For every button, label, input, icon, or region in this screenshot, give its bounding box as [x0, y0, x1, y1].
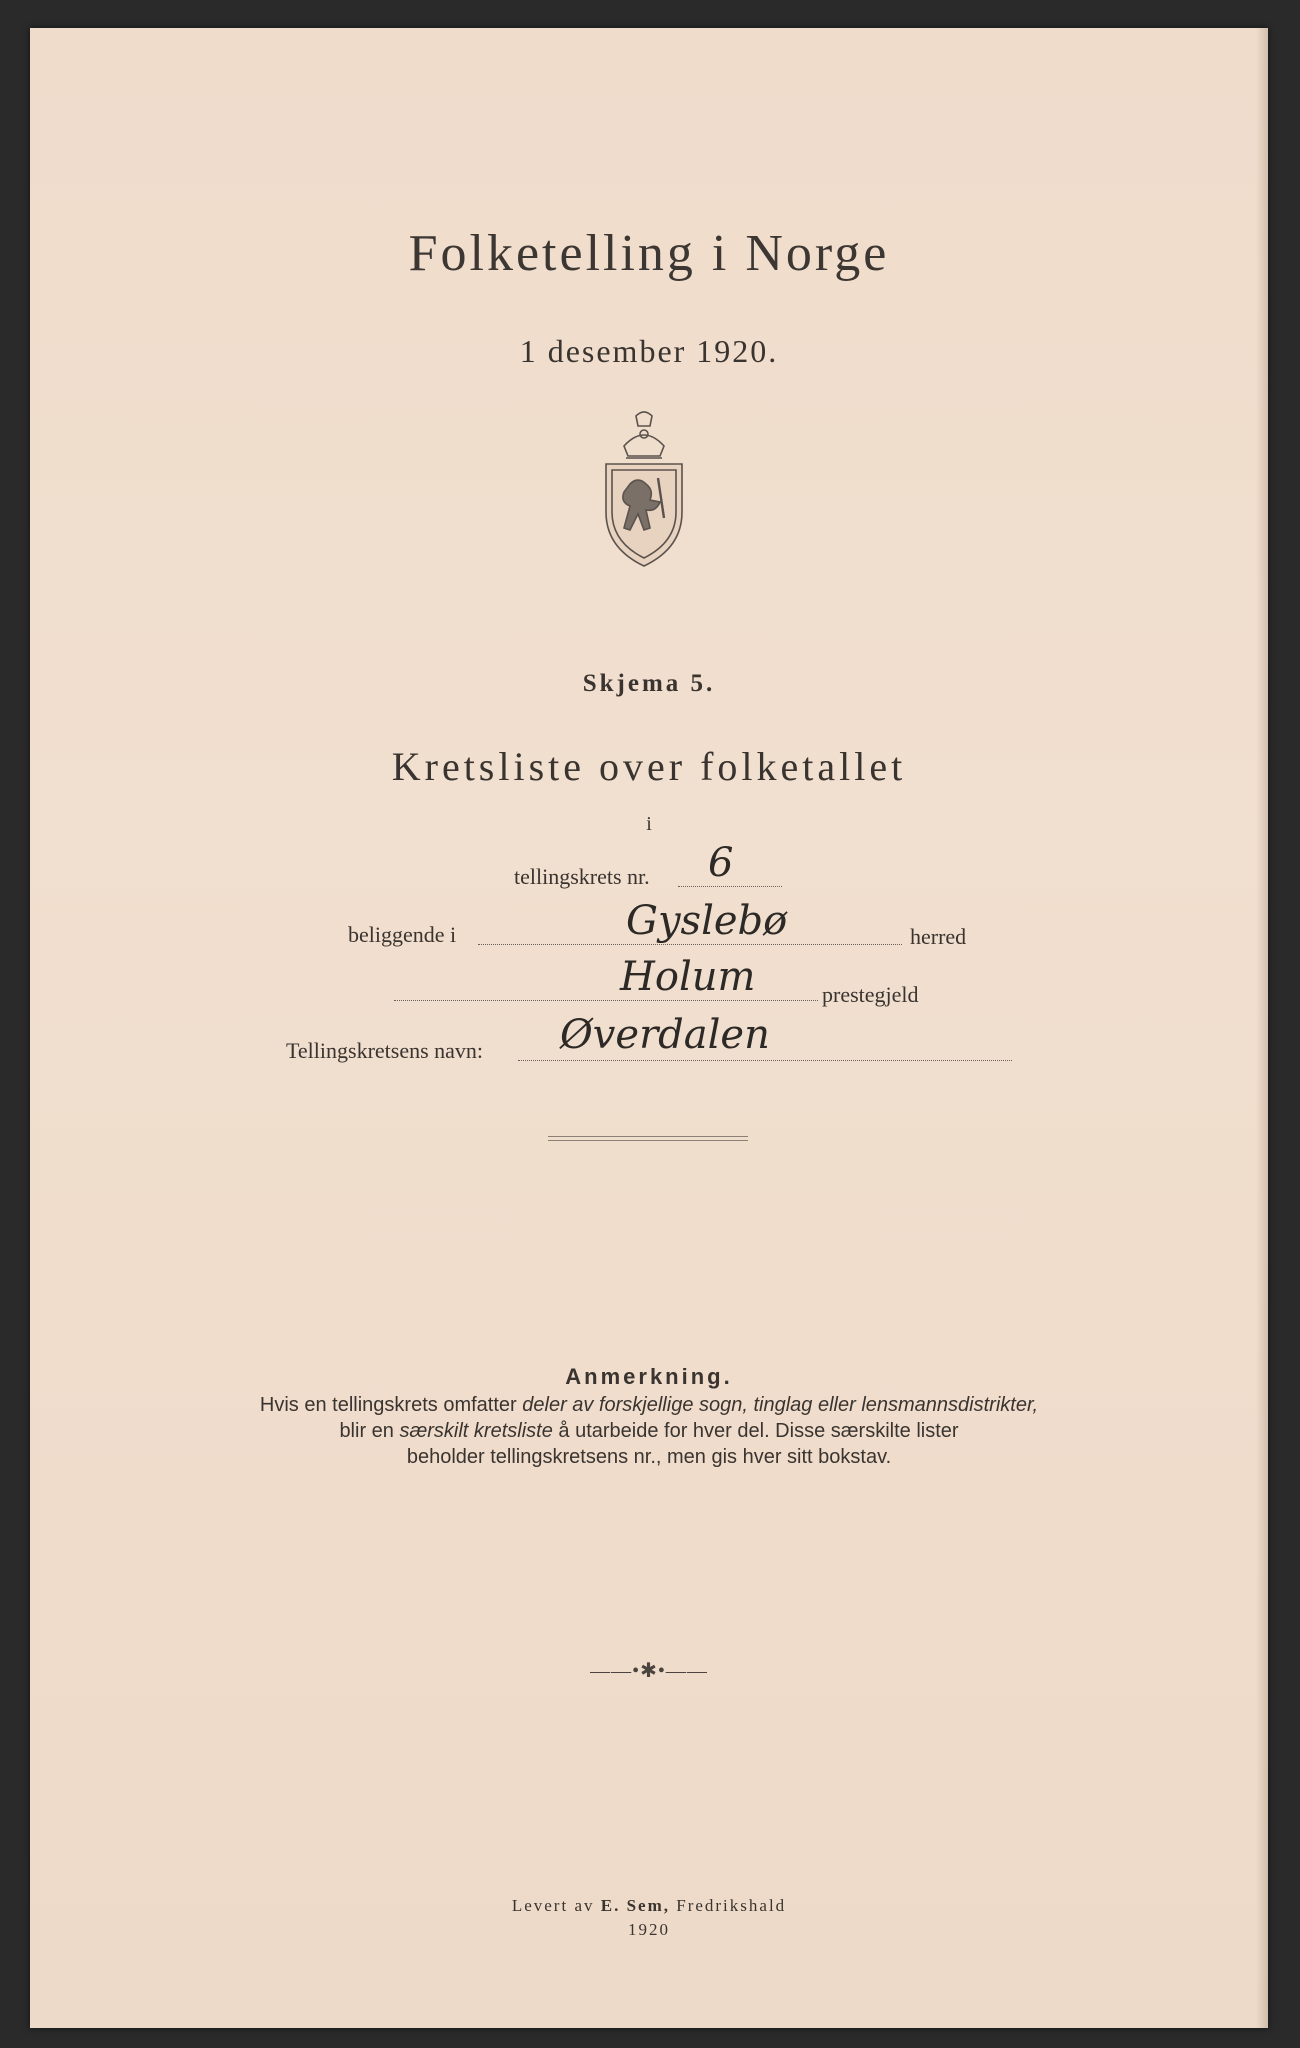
- krets-number-line: [678, 886, 782, 887]
- krets-name-value: Øverdalen: [560, 1012, 770, 1058]
- printer-prefix: Levert av: [511, 1896, 601, 1915]
- note-text: Hvis en tellingskrets omfatter: [259, 1394, 523, 1416]
- note-text: blir en: [339, 1420, 400, 1442]
- note-emphasis: deler av forskjellige sogn, tinglag eller lensmannsdistrikter,: [522, 1394, 1039, 1416]
- prestegjeld-line: [394, 1000, 818, 1001]
- note-heading: Anmerkning.: [565, 1364, 733, 1389]
- printer-name: E. Sem,: [600, 1896, 670, 1915]
- herred-label: herred: [910, 924, 967, 949]
- preposition-text: i: [646, 813, 652, 835]
- norwegian-coat-of-arms-icon: [596, 408, 692, 568]
- krets-number-value: 6: [708, 840, 734, 886]
- section-divider: [548, 1136, 748, 1141]
- herred-line: [478, 944, 902, 945]
- krets-name-label: Tellingskretsens navn:: [286, 1038, 484, 1063]
- census-date: 1 desember 1920.: [519, 333, 779, 369]
- list-title: Kretsliste over folketallet: [391, 744, 907, 789]
- herred-value: Gyslebø: [626, 898, 788, 944]
- note-line-1: [30, 1394, 1268, 1417]
- prestegjeld-label: prestegjeld: [822, 982, 919, 1007]
- krets-name-line: [518, 1060, 1012, 1061]
- krets-number-label: tellingskrets nr.: [514, 864, 650, 889]
- printer-city: Fredrikshald: [669, 1896, 787, 1915]
- note-line-2: [30, 1420, 1268, 1443]
- ornament-divider: ——•✱•——: [590, 1660, 708, 1682]
- census-form-page: [30, 28, 1268, 2028]
- printer-credit: [30, 1896, 1268, 1916]
- schema-number: Skjema 5.: [582, 670, 716, 697]
- note-text: å utarbeide for hver del. Disse særskilte lister: [552, 1420, 959, 1442]
- beliggende-label: beliggende i: [348, 922, 457, 947]
- page-title: Folketelling i Norge: [408, 225, 890, 282]
- note-emphasis: særskilt kretsliste: [399, 1420, 553, 1442]
- note-line-3: beholder tellingskretsens nr., men gis hver sitt bokstav.: [406, 1446, 892, 1468]
- printer-year: 1920: [628, 1920, 670, 1939]
- prestegjeld-value: Holum: [620, 954, 756, 1000]
